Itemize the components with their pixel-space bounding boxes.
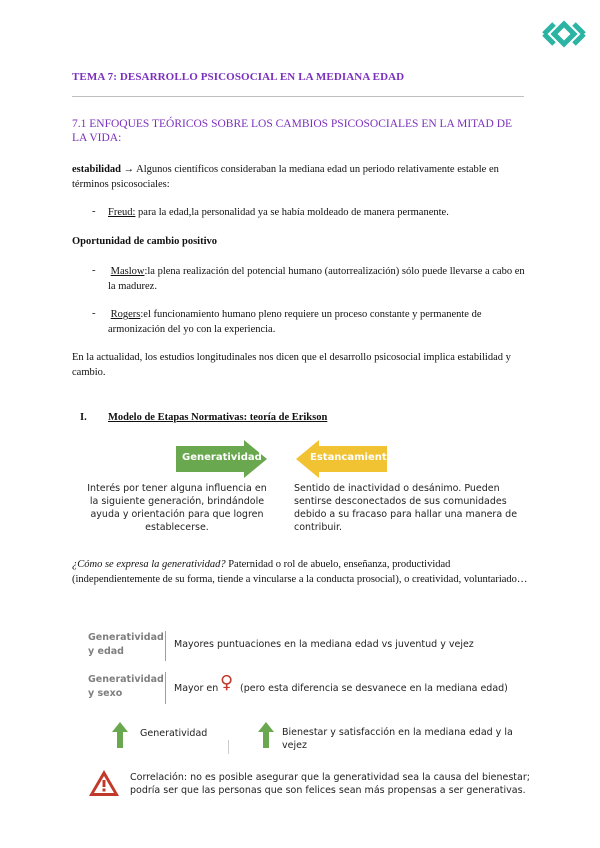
stability-term: estabilidad — [72, 164, 122, 175]
warning-text: Correlación: no es posible asegurar que la generatividad sea la causa del bienestar; podría ser que las personas que son felices sean más propensas a ser generativas. — [130, 772, 530, 796]
expression-answer: Paternidad o rol de abuelo, enseñanza, productividad (independientemente de su forma, tiende a vincularse a la conducta prosocial), o creatividad, voluntariado… — [72, 559, 528, 585]
rogers-name: Rogers — [110, 309, 141, 320]
freud-text: para la edad,la personalidad ya se había moldeado de manera permanente. — [135, 207, 449, 218]
up-arrow-icon — [112, 722, 128, 748]
brand-logo-icon — [540, 10, 588, 58]
change-heading: Oportunidad de cambio positivo — [72, 236, 217, 247]
row2-label — [88, 673, 164, 701]
freud-name: Freud: — [108, 207, 136, 218]
relation-right: Bienestar y satisfacción en la mediana edad y la vejez — [282, 727, 513, 751]
stagnation-label: Estancamiento — [310, 452, 394, 463]
expression-question: ¿Cómo se expresa la generatividad? — [72, 559, 226, 570]
today-paragraph: En la actualidad, los estudios longitudinales nos dicen que el desarrollo psicosocial implica estabilidad y cambio. — [72, 352, 511, 378]
section-subtitle: 7.1 ENFOQUES TEÓRICOS SOBRE LOS CAMBIOS PSICOSOCIALES EN LA MITAD DE LA VIDA: — [72, 118, 513, 144]
female-symbol-icon: ♀ — [220, 672, 234, 693]
section-title: Modelo de Etapas Normativas: teoría de Erikson — [108, 412, 328, 423]
row1-label-line2: y edad — [88, 646, 124, 657]
maslow-name: Maslow — [110, 266, 145, 277]
title-divider — [72, 96, 524, 97]
row2-label-line2: y sexo — [88, 688, 123, 699]
generativity-label: Generatividad — [182, 452, 262, 463]
stability-paragraph — [72, 162, 527, 192]
page-title: TEMA 7: DESARROLLO PSICOSOCIAL EN LA MEDIANA EDAD — [72, 71, 405, 83]
bullet-dash: - — [92, 206, 96, 217]
arrow-symbol: → — [123, 164, 135, 175]
section-numeral: I. — [80, 412, 87, 423]
row1-label-line1: Generatividad — [88, 632, 164, 643]
expression-paragraph — [72, 557, 532, 587]
rogers-text: :el funcionamiento humano pleno requiere un proceso constante y permanente de armonización del yo con la experiencia. — [108, 309, 482, 335]
row2-divider — [165, 672, 166, 704]
freud-item — [108, 205, 528, 220]
separator-mark — [228, 740, 229, 754]
maslow-text: :la plena realización del potencial humano (autorrealización) sólo puede llevarse a cabo en la madurez. — [108, 266, 525, 292]
row2-value-b: (pero esta diferencia se desvanece en la mediana edad) — [240, 683, 508, 694]
row2-label-line1: Generatividad — [88, 674, 164, 685]
row1-label — [88, 631, 164, 659]
relation-left: Generatividad — [140, 728, 208, 739]
bullet-dash: - — [92, 265, 96, 276]
rogers-item — [108, 307, 528, 337]
bullet-dash: - — [92, 308, 96, 319]
stagnation-description: Sentido de inactividad o desánimo. Pueden sentirse desconectados de sus comunidades debido a su fracaso para hallar una manera de contribuir. — [294, 483, 518, 533]
row2-value-a: Mayor en — [174, 683, 219, 694]
up-arrow-icon — [258, 722, 274, 748]
generativity-description: Interés por tener alguna influencia en la siguiente generación, brindándole ayuda y orientación para que logren establecerse. — [87, 483, 267, 533]
maslow-item — [108, 264, 528, 294]
warning-icon — [88, 769, 120, 797]
row1-divider — [165, 631, 166, 661]
stability-text: Algunos científicos consideraban la mediana edad un periodo relativamente estable en términos psicosociales: — [72, 164, 499, 190]
row1-value: Mayores puntuaciones en la mediana edad vs juventud y vejez — [174, 639, 474, 650]
